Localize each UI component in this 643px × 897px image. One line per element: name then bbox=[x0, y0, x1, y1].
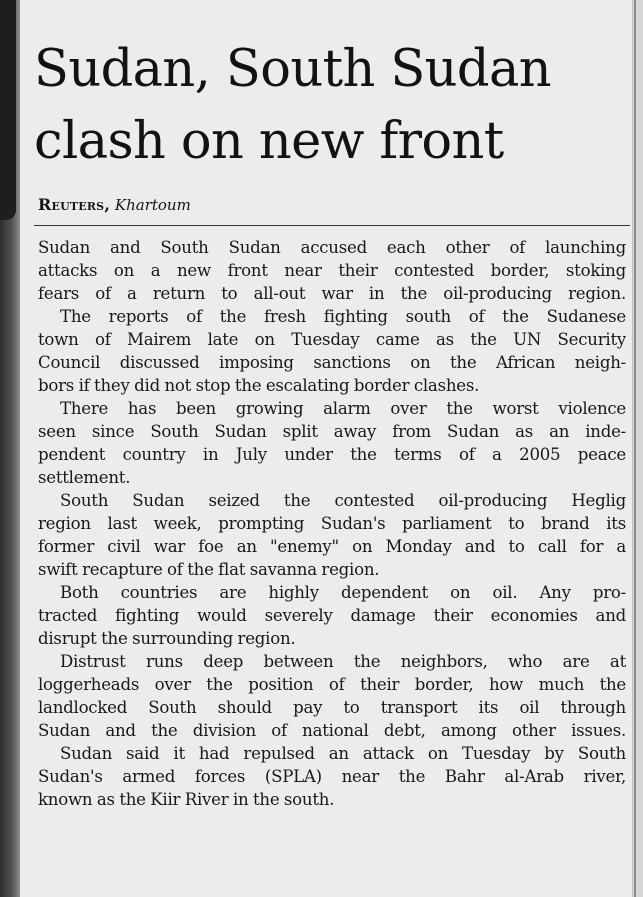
headline-line-2: clash on new front bbox=[34, 112, 504, 171]
byline-agency: Reuters, bbox=[38, 195, 111, 214]
text-line: Sudan's armed forces (SPLA) near the Bahr al-Arab river, bbox=[38, 767, 626, 786]
text-line: town of Mairem late on Tuesday came as the UN Security bbox=[38, 330, 626, 349]
text-line: The reports of the fresh fighting south of the Sudanese bbox=[60, 307, 626, 326]
article-body bbox=[38, 236, 626, 811]
text-line: bors if they did not stop the escalating border clashes. bbox=[38, 376, 480, 395]
text-line: Sudan and the division of national debt, among other issues. bbox=[38, 721, 626, 740]
text-line: seen since South Sudan split away from Sudan as an inde- bbox=[38, 422, 626, 441]
text-line: Both countries are highly dependent on oil. Any pro- bbox=[60, 583, 626, 602]
text-line: Sudan said it had repulsed an attack on Tuesday by South bbox=[60, 744, 626, 763]
text-line: attacks on a new front near their contested border, stoking bbox=[38, 261, 626, 280]
column-rule bbox=[634, 0, 636, 897]
text-line: fears of a return to all-out war in the oil-producing region. bbox=[38, 284, 626, 303]
newspaper-clipping bbox=[20, 0, 632, 897]
text-line: settlement. bbox=[38, 468, 131, 487]
text-line: Distrust runs deep between the neighbors, who are at bbox=[60, 652, 626, 671]
text-line: landlocked South should pay to transport its oil through bbox=[38, 698, 626, 717]
text-line: known as the Kiir River in the south. bbox=[38, 790, 335, 809]
text-line: region last week, prompting Sudan's parliament to brand its bbox=[38, 514, 626, 533]
paragraph-2 bbox=[38, 305, 626, 397]
text-line: Sudan and South Sudan accused each other of launching bbox=[38, 238, 626, 257]
page-curl-shadow bbox=[0, 0, 16, 220]
paragraph-1 bbox=[38, 236, 626, 305]
text-line: former civil war foe an "enemy" on Monday and to call for a bbox=[38, 537, 626, 556]
text-line: loggerheads over the position of their border, how much the bbox=[38, 675, 626, 694]
text-line: There has been growing alarm over the worst violence bbox=[60, 399, 626, 418]
paragraph-7 bbox=[38, 742, 626, 811]
paragraph-6 bbox=[38, 650, 626, 742]
text-line: South Sudan seized the contested oil-producing Heglig bbox=[60, 491, 626, 510]
byline bbox=[38, 195, 191, 215]
text-line: swift recapture of the flat savanna region. bbox=[38, 560, 380, 579]
text-line: Council discussed imposing sanctions on the African neigh- bbox=[38, 353, 626, 372]
headline-line-1: Sudan, South Sudan bbox=[34, 40, 552, 99]
byline-dateline: Khartoum bbox=[114, 196, 191, 214]
text-line: tracted fighting would severely damage their economies and bbox=[38, 606, 626, 625]
headline bbox=[34, 34, 630, 178]
byline-divider bbox=[34, 225, 630, 226]
paragraph-4 bbox=[38, 489, 626, 581]
text-line: pendent country in July under the terms of a 2005 peace bbox=[38, 445, 626, 464]
text-line: disrupt the surrounding region. bbox=[38, 629, 296, 648]
paragraph-3 bbox=[38, 397, 626, 489]
paragraph-5 bbox=[38, 581, 626, 650]
